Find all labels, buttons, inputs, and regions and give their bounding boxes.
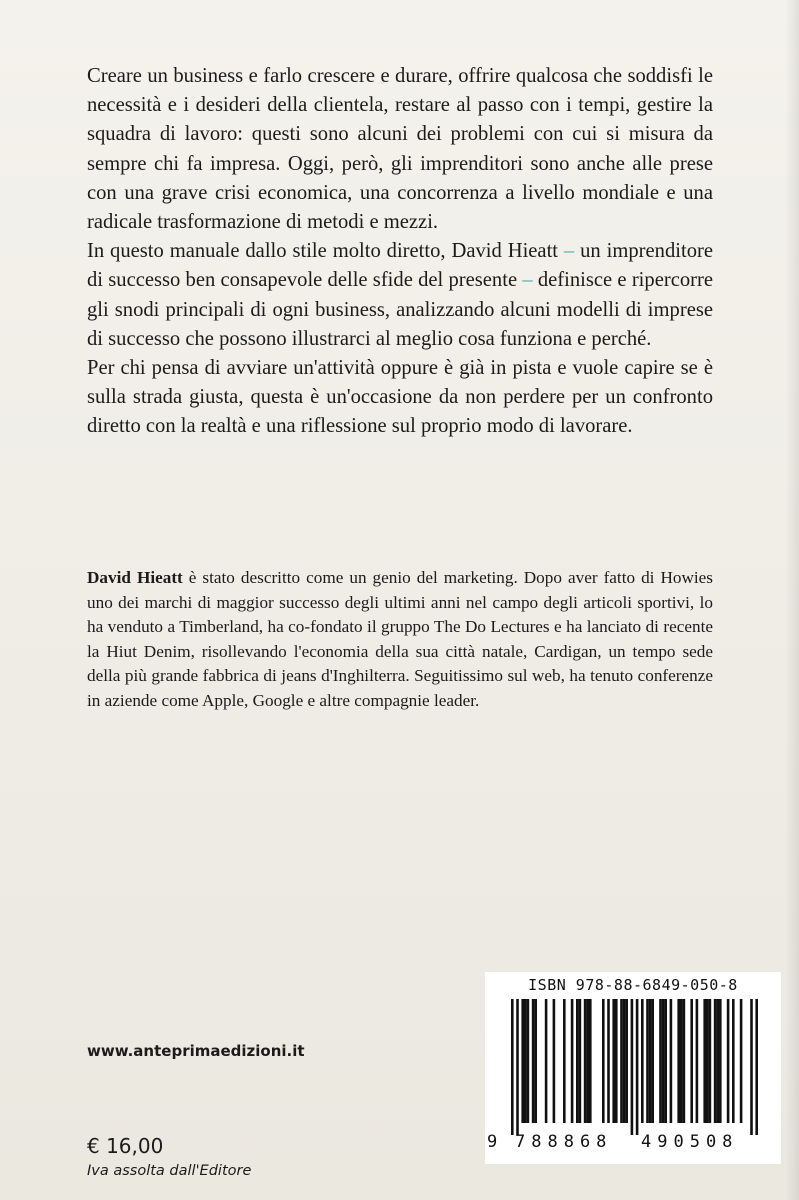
barcode-bar <box>716 999 719 1123</box>
author-bio <box>87 566 713 714</box>
barcode-bar <box>670 999 673 1123</box>
ean-left-digits: 788868 <box>515 1132 613 1152</box>
barcode-bar <box>651 999 654 1123</box>
barcode-bar <box>646 999 649 1123</box>
cover-edge-shadow <box>785 0 799 1200</box>
synopsis-text <box>87 62 713 442</box>
synopsis-paragraph-1 <box>87 62 713 237</box>
barcode-bar <box>641 999 644 1123</box>
barcode-bar <box>709 999 712 1123</box>
synopsis-paragraph-2-end: definisce e ripercorre gli snodi principali di ogni business, analizzando alcuni modelli di imprese di successo che possono illustrarci al meglio cosa funziona e perché. <box>87 269 713 350</box>
ean-right-digits: 490508 <box>641 1132 739 1152</box>
barcode-bar <box>563 999 566 1123</box>
barcode-guard-bar <box>750 999 753 1135</box>
barcode-bar <box>524 999 527 1123</box>
barcode-bar <box>732 999 735 1123</box>
barcode-bar <box>527 999 530 1123</box>
synopsis-paragraph-3-text: Per chi pensa di avviare un'attività oppure è già in pista e vuole capire se è sulla strada giusta, questa è un'occasione da non perdere per un confronto diretto con la realtà e una riflessione sul proprio modo di lavorare. <box>87 357 713 438</box>
barcode-guard-bar <box>516 999 519 1135</box>
barcode-bar <box>589 999 592 1123</box>
barcode-bar <box>545 999 548 1123</box>
en-dash-close: – <box>522 269 533 292</box>
barcode-bar <box>727 999 730 1123</box>
publisher-website: www.anteprimaedizioni.it <box>87 1042 305 1060</box>
author-bio-paragraph <box>87 566 713 714</box>
barcode-bar <box>703 999 706 1123</box>
barcode-bar <box>579 999 582 1123</box>
barcode-bar <box>602 999 605 1123</box>
barcode-guard-bar <box>511 999 514 1135</box>
en-dash-open: – <box>563 240 575 263</box>
barcode-bar <box>620 999 623 1123</box>
synopsis-paragraph-1-text: Creare un business e farlo crescere e durare, offrire qualcosa che soddisfi le necessità e i desideri della clientela, restare al passo con i tempi, gestire la squadra di lavoro: questi sono alcuni dei problemi con cui si misura da sempre chi fa impresa. Oggi, però, gli imprenditori sono anche alle prese con una grave crisi economica, una concorrenza a livello mondiale e una radicale trasformazione di metodi e mezzi. <box>87 65 713 234</box>
author-bio-text: è stato descritto come un genio del marketing. Dopo aver fatto di Howies uno dei marchi di maggior successo degli ultimi anni nel campo degli articoli sportivi, lo ha venduto a Timberland, ha co-fondato il gruppo The Do Lectures e ha lanciato di recente la Hiut Denim, risollevando l'economia della sua città natale, Cardigan, un tempo sede della più grande fabbrica di jeans d'Inghilterra. Seguitissimo sul web, ha tenuto conferenze in aziende come Apple, Google e altre compagnie leader. <box>87 568 713 710</box>
ean-barcode <box>499 999 769 1137</box>
isbn-label: ISBN 978-88-6849-050-8 <box>528 976 738 994</box>
barcode-bar <box>584 999 587 1123</box>
author-name: David Hieatt <box>87 568 183 587</box>
ean-first-digit: 9 <box>487 1132 498 1152</box>
barcode-panel <box>485 972 781 1164</box>
barcode-bar <box>521 999 524 1123</box>
synopsis-paragraph-3 <box>87 354 713 442</box>
barcode-bar <box>740 999 743 1123</box>
synopsis-paragraph-2-start: In questo manuale dallo stile molto diretto, David Hieatt <box>87 240 564 263</box>
barcode-guard-bar <box>631 999 634 1135</box>
barcode-bar <box>607 999 610 1123</box>
barcode-bar <box>680 999 683 1123</box>
barcode-bar <box>714 999 717 1123</box>
barcode-bar <box>696 999 699 1123</box>
barcode-bar <box>662 999 665 1123</box>
barcode-bar <box>586 999 589 1123</box>
barcode-bar <box>690 999 693 1123</box>
barcode-bar <box>706 999 709 1123</box>
barcode-bar <box>612 999 615 1123</box>
barcode-bar <box>664 999 667 1123</box>
barcode-bar <box>532 999 535 1123</box>
barcode-bar <box>649 999 652 1123</box>
barcode-bar <box>534 999 537 1123</box>
synopsis-paragraph-2 <box>87 237 713 354</box>
barcode-bar <box>683 999 686 1123</box>
barcode-bar <box>677 999 680 1123</box>
barcode-bar <box>553 999 556 1123</box>
barcode-guard-bar <box>636 999 639 1135</box>
barcode-bar <box>625 999 628 1123</box>
barcode-bar <box>615 999 618 1123</box>
barcode-bar <box>623 999 626 1123</box>
barcode-bar <box>576 999 579 1123</box>
synopsis-paragraph-2-middle: un imprenditore di successo ben consapevole delle sfide del presente <box>87 240 713 292</box>
barcode-guard-bar <box>755 999 758 1135</box>
barcode-bar <box>571 999 574 1123</box>
price-label: € 16,00 <box>87 1134 164 1158</box>
barcode-bar <box>659 999 662 1123</box>
barcode-bar <box>719 999 722 1123</box>
vat-note: Iva assolta dall'Editore <box>87 1163 252 1179</box>
